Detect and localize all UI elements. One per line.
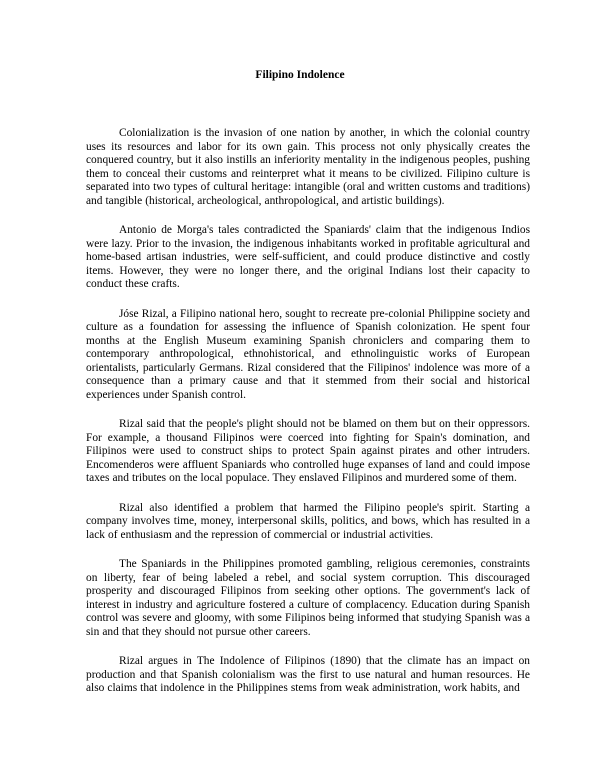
- paragraph-spaniards-promoted: The Spaniards in the Philippines promoted gambling, religious ceremonies, constraints on liberty, fear of being labeled a rebel, and social system corruption. This discouraged prosperity and discouraged Filipinos from seeking other options. The government's lack of interest in industry and agriculture fostered a culture of complacency. Education during Spanish control was severe and gloomy, with some Filipinos being informed that studying Spanish was a sin and that they should not pursue other careers.: [86, 558, 530, 638]
- paragraph-indolence-argument: Rizal argues in The Indolence of Filipinos (1890) that the climate has an impact on production and that Spanish colonialism was the first to use natural and human resources. He also claims that indolence in the Philippines stems from weak administration, work habits, and: [86, 655, 530, 694]
- paragraph-oppressors: Rizal said that the people's plight should not be blamed on them but on their oppressors. For example, a thousand Filipinos were coerced into fighting for Spain's domination, and Filipinos were used to construct ships to protect Spain against pirates and other intruders. Encomenderos were affluent Spaniards who controlled huge expanses of land and could impose taxes and tributes on the local populace. They enslaved Filipinos and murdered some of them.: [86, 418, 530, 484]
- paragraph-colonialization: Colonialization is the invasion of one nation by another, in which the colonial country uses its resources and labor for its own gain. This process not only physically creates the conquered country, but it also instills an inferiority mentality in the indigenous peoples, pushing them to conceal their customs and reinterpret what it means to be civilized. Filipino culture is separated into two types of cultural heritage: intangible (oral and written customs and traditions) and tangible (historical, archeological, anthropological, and artistic buildings).: [86, 127, 530, 207]
- paragraph-morga: Antonio de Morga's tales contradicted the Spaniards' claim that the indigenous Indios were lazy. Prior to the invasion, the indigenous inhabitants worked in profitable agricultural and home-based artisan industries, were self-sufficient, and could produce distinctive and costly items. However, they were no longer there, and the original Indians lost their capacity to conduct these crafts.: [86, 224, 530, 290]
- document-title: Filipino Indolence: [255, 69, 345, 81]
- paragraph-rizal-research: Jóse Rizal, a Filipino national hero, sought to recreate pre-colonial Philippine society and culture as a foundation for assessing the influence of Spanish colonization. He spent four months at the English Museum examining Spanish chroniclers and comparing them to contemporary anthropological, ethnohistorical, and ethnolinguistic works of European orientalists, particularly Germans. Rizal considered that the Filipinos' indolence was more of a consequence than a primary cause and that it stemmed from their social and historical experiences under Spanish control.: [86, 307, 530, 401]
- document-body: [86, 127, 530, 712]
- paragraph-spirit: Rizal also identified a problem that harmed the Filipino people's spirit. Starting a company involves time, money, interpersonal skills, politics, and bows, which has resulted in a lack of enthusiasm and the repression of commercial or industrial activities.: [86, 501, 530, 541]
